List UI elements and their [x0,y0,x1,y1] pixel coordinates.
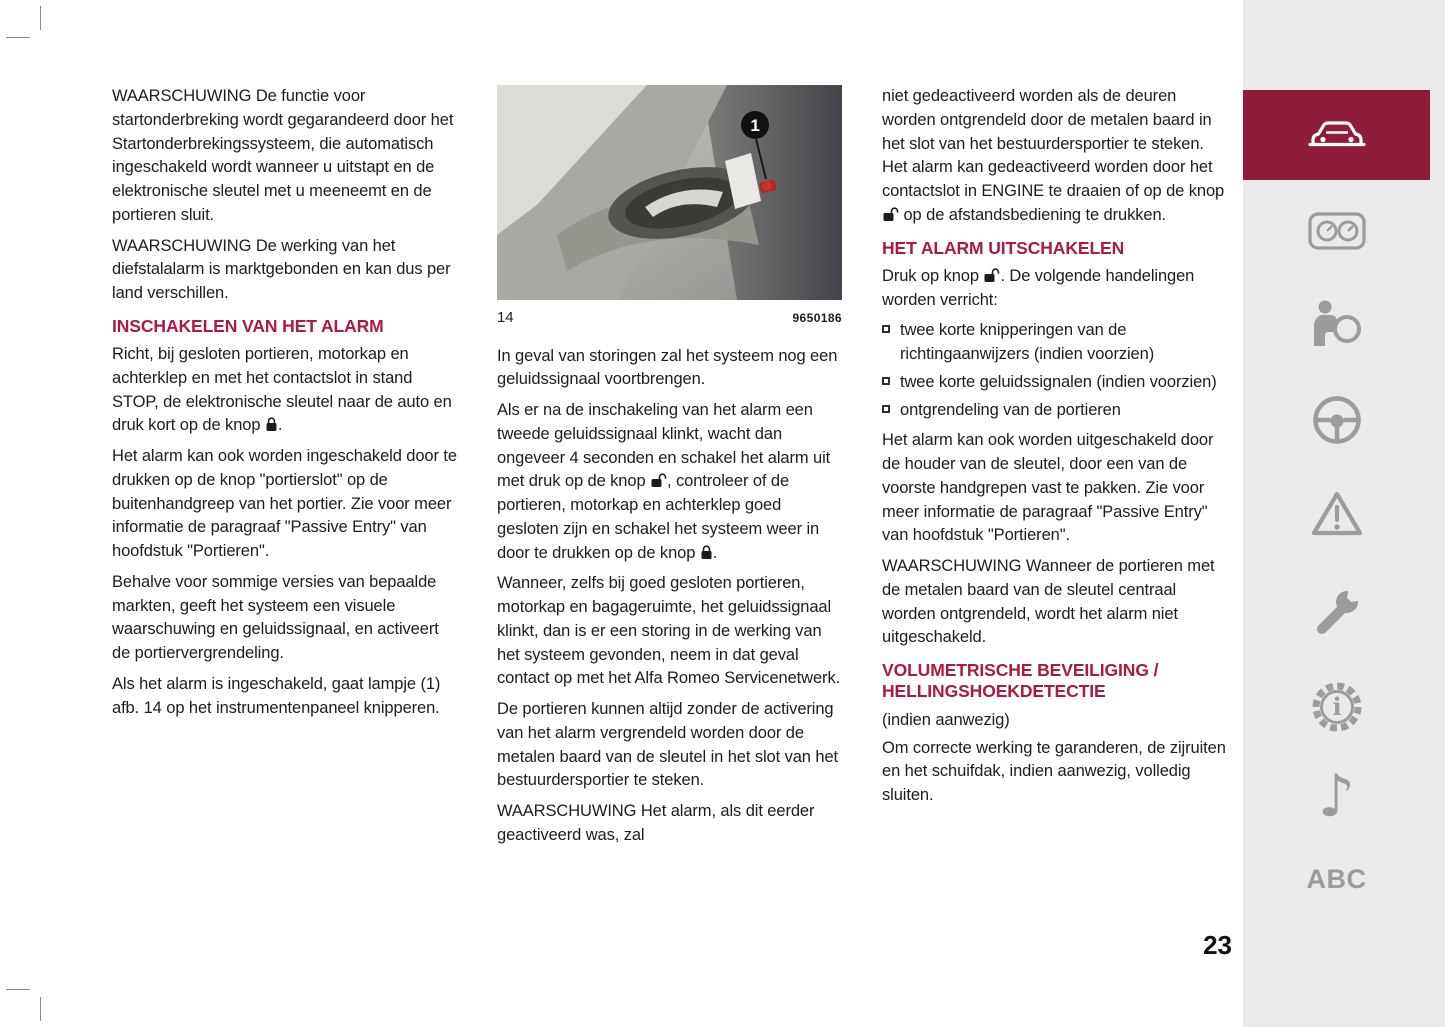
paragraph-if-present: (indien aanwezig) [882,710,1010,729]
sidebar-item-emergency[interactable] [1243,489,1430,539]
info-i-glyph: i [1331,692,1342,721]
column-middle [497,85,842,855]
bullet-text: twee korte geluidssignalen (indien voorzien) [900,372,1217,391]
section-heading-disarm-alarm: HET ALARM UITSCHAKELEN [882,237,1125,258]
crop-mark [6,37,30,38]
bullet-square-icon [882,325,890,333]
paragraph-not-deactivated [882,85,1232,228]
paragraph-close-windows: Om correcte werking te garanderen, de zijruiten en het schuifdak, indien aanwezig, volledig sluiten. [882,738,1226,805]
figure-image-code: 9650186 [792,311,842,325]
paragraph-warning-start-interruption: WAARSCHUWING De functie voor startonderbreking wordt gegarandeerd door het Startonderbrekingssysteem, die automatisch ingeschakeld wordt wanneer u uitstapt en de elektronische sleutel met u meeneemt en de portieren sluit. [112,87,454,224]
column-right [882,85,1232,815]
warning-triangle-icon [1310,489,1364,539]
sidebar-item-index[interactable] [1243,864,1430,895]
page-number: 23 [1203,930,1232,960]
gear-info-icon [1310,680,1364,734]
car-icon [1306,117,1368,153]
text-segment: Richt, bij gesloten portieren, motorkap en achterklep en met het contactslot in stand STOP, de elektronische sleutel naar de auto en druk kort op de knop [112,345,452,435]
sidebar-item-maintenance[interactable] [1243,583,1430,639]
paragraph-system-fault: Wanneer, zelfs bij goed gesloten portieren, motorkap en bagageruimte, het geluidssignaal klinkt, dan is er een storing in de werking van het systeem gevonden, neem in dat geval contact op met het Alfa Romeo Servicenetwerk. [497,574,841,688]
crop-mark [40,6,41,30]
paragraph-disarm-procedure [882,265,1232,313]
paragraph-warning-central-unlock: WAARSCHUWING Wanneer de portieren met de metalen baard van de sleutel centraal worden ontgrendeld, wordt het alarm niet uitgeschakeld. [882,557,1215,647]
lock-open-icon [650,473,667,488]
crop-mark [6,989,30,990]
paragraph-lock-without-alarm: De portieren kunnen altijd zonder de activering van het alarm vergrendeld worden door de metalen baard van de sleutel in het slot van het bestuurdersportier te steken. [497,700,839,790]
lock-closed-icon [700,545,713,560]
airbag-safety-icon [1311,298,1363,348]
music-note-icon: ♪ [1317,762,1355,830]
sidebar-item-technical-data[interactable] [1243,680,1430,734]
column-left [112,85,460,727]
paragraph-malfunction-sound: In geval van storingen zal het systeem nog een geluidssignaal voortbrengen. [497,346,838,389]
sidebar-item-vehicle-active[interactable] [1243,90,1430,180]
text-segment: , controleer of de portieren, motorkap en achterklep goed gesloten zijn en schakel het systeem weer in door te drukken op de knop [497,472,820,562]
bullet-text: ontgrendeling van de portieren [900,400,1121,419]
lock-open-icon [983,268,1000,283]
sidebar-item-multimedia[interactable] [1243,762,1430,830]
sidebar-item-instrument-panel[interactable] [1243,210,1430,252]
steering-wheel-icon [1311,394,1363,446]
figure-caption [497,307,842,329]
door-lock-button-highlight [762,181,772,191]
text-segment: Als er na de inschakeling van het alarm een tweede geluidssignaal klinkt, wacht dan ongeveer 4 seconden en schakel het alarm uit met druk op de knop [497,401,831,491]
paragraph-disarm-by-handle: Het alarm kan ook worden uitgeschakeld door de houder van de sleutel, door een van de voorste handgrepen vast te pakken. Zie voor meer informatie de paragraaf "Passive Entry" van hoofdstuk "Portieren". [882,431,1214,545]
text-segment: Druk op knop [882,266,979,285]
figure-callout-label: 1 [750,116,760,135]
sidebar-item-starting-driving[interactable] [1243,394,1430,446]
bullet-square-icon [882,377,890,385]
thumb-index-sidebar [1243,0,1445,1027]
paragraph-warning-continues: WAARSCHUWING Het alarm, als dit eerder geactiveerd was, zal [497,802,815,844]
bullet-item [882,399,1232,423]
instrument-cluster-icon [1308,210,1366,252]
door-panel-photo [497,85,842,300]
bullet-item [882,319,1232,367]
crop-mark [40,997,41,1021]
text-segment: . [277,416,283,435]
figure-door-handle [497,85,842,329]
paragraph-warning-market-dependent: WAARSCHUWING De werking van het diefstalalarm is marktgebonden en kan dus per land verschillen. [112,236,451,302]
text-segment: . [712,543,718,562]
text-segment: . De volgende handelingen worden verricht: [882,266,1195,309]
bullet-square-icon [882,405,890,413]
paragraph-second-beep [497,399,842,565]
paragraph-portierslot-button: Het alarm kan ook worden ingeschakeld door te drukken op de knop "portierslot" op de buitenhandgreep van het portier. Zie voor meer informatie de paragraaf "Passive Entry" van hoofdstuk "Portieren". [112,447,457,561]
section-heading-volumetric: VOLUMETRISCHE BEVEILIGING / HELLINGSHOEKDETECTIE [882,660,1159,702]
lock-closed-icon [265,417,278,432]
text-segment: niet gedeactiveerd worden als de deuren worden ontgrendeld door de metalen baard in het slot van het bestuurdersportier te steken. Het alarm kan gedeactiveerd worden door het contactslot in ENGINE te draaien of op de knop [882,87,1225,200]
abc-index-label: ABC [1306,864,1367,894]
bullet-item [882,371,1232,395]
section-heading-arm-alarm: INSCHAKELEN VAN HET ALARM [112,315,384,336]
bullet-text: twee korte knipperingen van de richtingaanwijzers (indien voorzien) [900,321,1155,364]
lock-open-icon [882,207,899,222]
text-segment: op de afstandsbediening te drukken. [903,205,1167,224]
figure-number: 14 [497,309,514,326]
paragraph-lamp-blinks: Als het alarm is ingeschakeld, gaat lampje (1) afb. 14 op het instrumentenpaneel knipperen. [112,674,441,717]
paragraph-visual-warning: Behalve voor sommige versies van bepaalde markten, geeft het systeem een visuele waarschuwing en geluidssignaal, en activeert de portiervergrendeling. [112,572,439,663]
wrench-icon [1310,583,1364,639]
paragraph-arming-procedure [112,343,460,438]
sidebar-item-safety[interactable] [1243,298,1430,348]
